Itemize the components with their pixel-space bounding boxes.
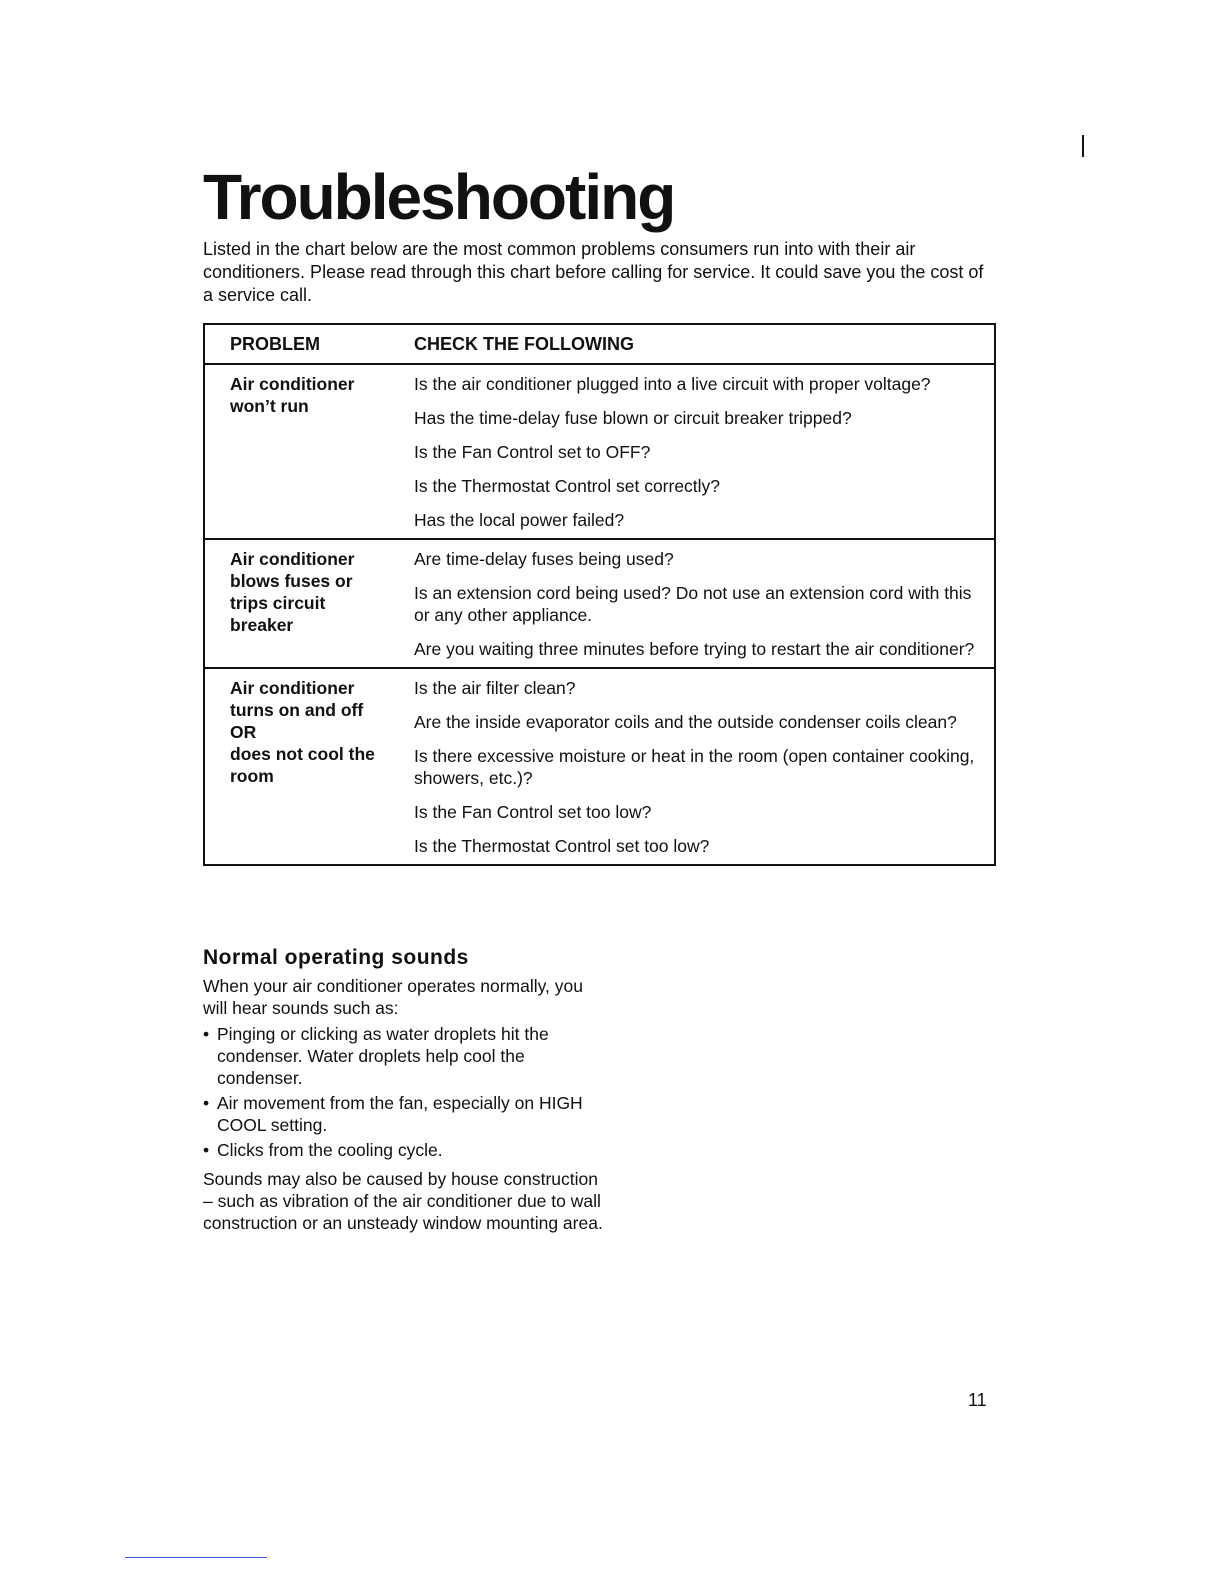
bullet-icon: • (203, 1093, 210, 1113)
check-item: Are the inside evaporator coils and the outside condenser coils clean? (414, 712, 957, 732)
section-heading: Normal operating sounds (203, 946, 469, 969)
list-item-text: Clicks from the cooling cycle. (217, 1140, 443, 1160)
check-item: Is the Fan Control set to OFF? (414, 442, 651, 462)
header-problem: PROBLEM (230, 333, 320, 354)
check-item: Is the air conditioner plugged into a live circuit with proper voltage? (414, 374, 931, 394)
check-item: Is there excessive moisture or heat in the room (open container cooking, showers, etc.)? (414, 746, 975, 788)
check-item: Is the Thermostat Control set correctly? (414, 476, 721, 496)
page-number: 11 (968, 1390, 987, 1410)
problem-label: Air conditioner blows fuses or trips circuit breaker (230, 549, 355, 635)
sounds-intro: When your air conditioner operates normally, you will hear sounds such as: (203, 976, 584, 1018)
sounds-note: Sounds may also be caused by house construction – such as vibration of the air conditioner due to wall construction or an unsteady window mounting area. (203, 1169, 603, 1233)
check-item: Is the air filter clean? (414, 678, 576, 698)
problem-label: Air conditioner won’t run (230, 374, 355, 416)
check-item: Are you waiting three minutes before trying to restart the air conditioner? (414, 639, 975, 659)
check-item: Are time-delay fuses being used? (414, 549, 674, 569)
chart-row (205, 669, 994, 864)
list-item (203, 1023, 603, 1089)
list-item (203, 1139, 603, 1161)
chart-row (205, 365, 994, 540)
check-item: Is an extension cord being used? Do not use an extension cord with this or any other appliance. (414, 583, 972, 625)
check-list (414, 677, 994, 857)
chart-row (205, 540, 994, 669)
margin-mark (1082, 135, 1084, 157)
check-list (414, 373, 994, 531)
intro-paragraph: Listed in the chart below are the most common problems consumers run into with their air conditioners. Please read through this chart before calling for service. It could save you the cost of a service call. (203, 239, 984, 305)
list-item-text: Air movement from the fan, especially on HIGH COOL setting. (217, 1093, 583, 1135)
troubleshooting-chart (203, 323, 996, 866)
sounds-list (203, 1023, 603, 1164)
check-list (414, 548, 994, 660)
bullet-icon: • (203, 1140, 210, 1160)
check-item: Is the Fan Control set too low? (414, 802, 652, 822)
footer-rule (125, 1557, 267, 1558)
list-item (203, 1092, 603, 1136)
chart-header (205, 325, 994, 365)
header-check: CHECK THE FOLLOWING (414, 333, 634, 354)
check-item: Is the Thermostat Control set too low? (414, 836, 710, 856)
list-item-text: Pinging or clicking as water droplets hit the condenser. Water droplets help cool the condenser. (217, 1024, 549, 1088)
bullet-icon: • (203, 1024, 210, 1044)
check-item: Has the local power failed? (414, 510, 625, 530)
page-title: Troubleshooting (203, 161, 675, 233)
check-item: Has the time-delay fuse blown or circuit breaker tripped? (414, 408, 852, 428)
problem-label: Air conditioner turns on and off OR does not cool the room (230, 678, 375, 786)
